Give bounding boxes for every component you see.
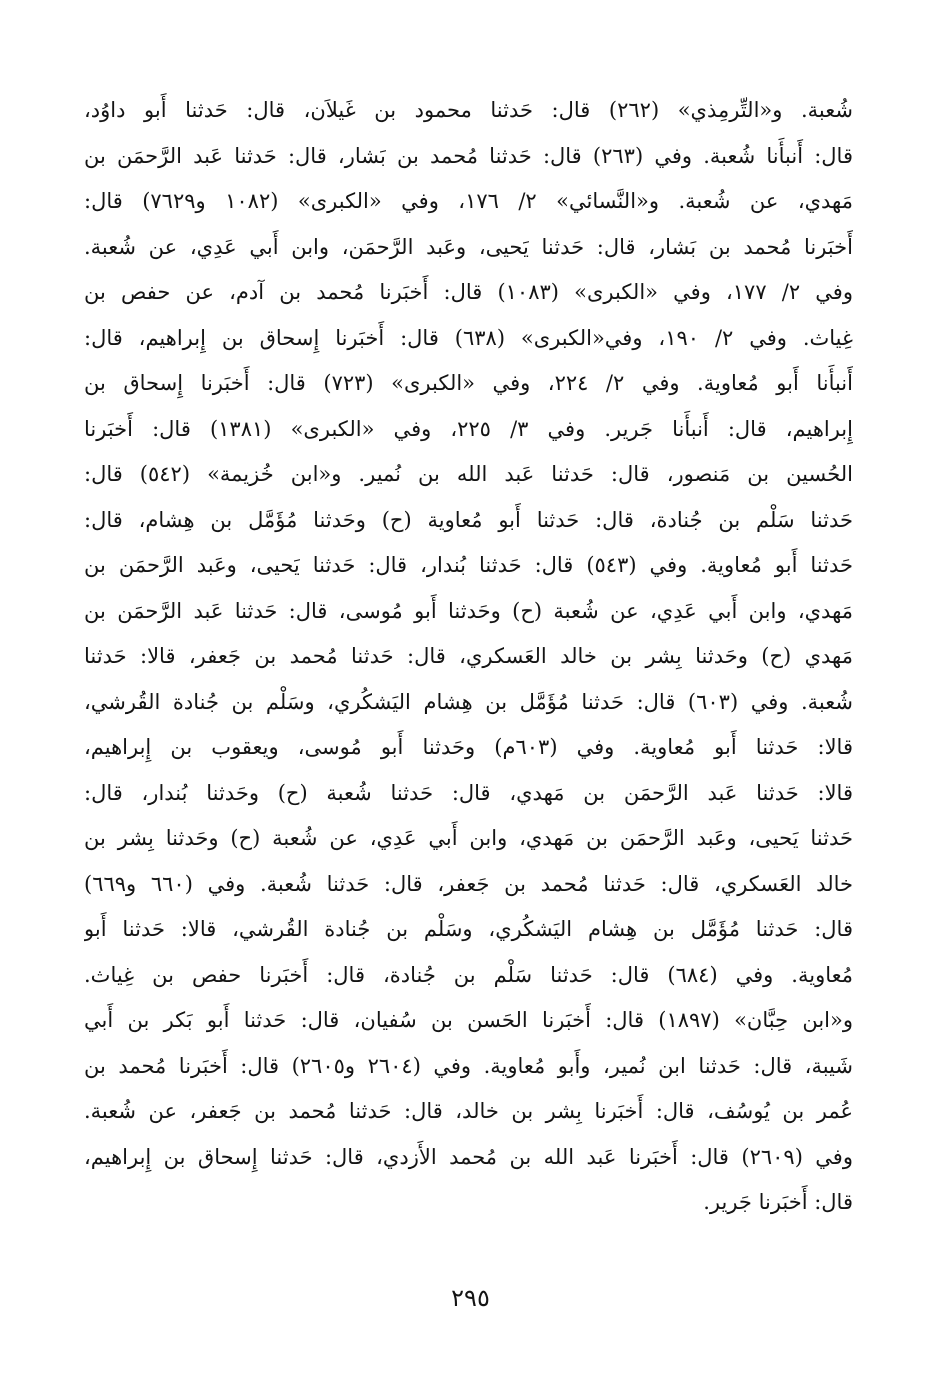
text-line: مَهدي، وابن أَبي عَدِي، عن شُعبة (ح) وحَدثنا أَبو مُوسى، قال: حَدثنا عَبد الرَّحمَن بن: [84, 598, 853, 623]
body-text: [84, 88, 853, 1226]
text-line: إِبراهيم، قال: أَنبأَنا جَرير. وفي ٣/ ٢٢٥، وفي «الكبرى» (١٣٨١) قال: أَخبَرنا: [84, 416, 853, 441]
text-line: خالد العَسكري، قال: حَدثنا مُحمد بن جَعفر، قال: حَدثنا شُعبة. وفي (٦٦٠ و٦٦٩): [84, 871, 853, 896]
text-line: عُمر بن يُوسُف، قال: أَخبَرنا بِشر بن خالد، قال: حَدثنا مُحمد بن جَعفر، عن شُعبة.: [84, 1099, 853, 1123]
text-line: قالا: حَدثنا أَبو مُعاوية. وفي (٦٠٣م) وحَدثنا أَبو مُوسى، ويعقوب بن إِبراهيم،: [84, 735, 853, 759]
text-line: أَنبأَنا أَبو مُعاوية. وفي ٢/ ٢٢٤، وفي «الكبرى» (٧٢٣) قال: أَخبَرنا إِسحاق بن: [84, 371, 853, 395]
text-line: وفي ٢/ ١٧٧، وفي «الكبرى» (١٠٨٣) قال: أَخبَرنا مُحمد بن آدم، عن حفص بن: [84, 280, 853, 304]
text-line: وفي (٢٦٠٩) قال: أَخبَرنا عَبد الله بن مُحمد الأَزدي، قال: حَدثنا إِسحاق بن إِبراهيم،: [84, 1144, 853, 1169]
text-line: شُعبة. وفي (٦٠٣) قال: حَدثنا مُؤَمَّل بن هِشام اليَشكُري، وسَلْم بن جُنادة القُرشي،: [84, 689, 853, 714]
text-line: أَخبَرنا مُحمد بن بَشار، قال: حَدثنا يَحيى، وعَبد الرَّحمَن، وابن أَبي عَدِي، عن شُعبة.: [84, 234, 853, 259]
text-line: قالا: حَدثنا عَبد الرَّحمَن بن مَهدي، قال: حَدثنا شُعبة (ح) وحَدثنا بُندار، قال:: [84, 780, 853, 805]
text-line: و«ابن حِبَّان» (١٨٩٧) قال: أَخبَرنا الحَسن بن سُفيان، قال: حَدثنا أَبو بَكر بن أَبي: [84, 1008, 853, 1032]
text-line: قال: أَنبأَنا شُعبة. وفي (٢٦٣) قال: حَدثنا مُحمد بن بَشار، قال: حَدثنا عَبد الرَّحمَن بن: [84, 143, 853, 168]
text-line: الحُسين بن مَنصور، قال: حَدثنا عَبد الله بن نُمير. و«ابن خُزيمة» (٥٤٢) قال:: [84, 462, 853, 486]
text-line: حَدثنا يَحيى، وعَبد الرَّحمَن بن مَهدي، وابن أَبي عَدِي، عن شُعبة (ح) وحَدثنا بِشر بن: [84, 826, 853, 850]
text-line: غِياث. وفي ٢/ ١٩٠، وفي«الكبرى» (٦٣٨) قال: أَخبَرنا إِسحاق بن إِبراهيم، قال:: [84, 325, 853, 350]
text-line: مَهدي (ح) وحَدثنا بِشر بن خالد العَسكري، قال: حَدثنا مُحمد بن جَعفر، قالا: حَدثنا: [84, 644, 853, 668]
text-line: مُعاوية. وفي (٦٨٤) قال: حَدثنا سَلْم بن جُنادة، قال: أَخبَرنا حفص بن غِياث.: [84, 962, 853, 987]
page-number: ٢٩٥: [451, 1284, 490, 1312]
text-line: قال: حَدثنا مُؤَمَّل بن هِشام اليَشكُري، وسَلْم بن جُنادة القُرشي، قالا: حَدثنا أَبو: [84, 917, 853, 941]
text-line: شَيبة، قال: حَدثنا ابن نُمير، وأَبو مُعاوية. وفي (٢٦٠٤ و٢٦٠٥) قال: أَخبَرنا مُحمد بن: [84, 1053, 853, 1078]
text-line: مَهدي، عن شُعبة. و«النَّسائي» ٢/ ١٧٦، وفي «الكبرى» (١٠٨٢ و٧٦٢٩) قال:: [84, 189, 853, 213]
text-line: قال: أَخبَرنا جَرير.: [703, 1190, 853, 1214]
text-line: شُعبة. و«التِّرمِذي» (٢٦٢) قال: حَدثنا محمود بن غَيلاَن، قال: حَدثنا أَبو داوُد،: [84, 98, 853, 122]
text-line: حَدثنا سَلْم بن جُنادة، قال: حَدثنا أَبو مُعاوية (ح) وحَدثنا مُؤَمَّل بن هِشام، قال:: [84, 507, 853, 532]
text-line: حَدثنا أَبو مُعاوية. وفي (٥٤٣) قال: حَدثنا بُندار، قال: حَدثنا يَحيى، وعَبد الرَّحمَن بن: [84, 553, 853, 577]
